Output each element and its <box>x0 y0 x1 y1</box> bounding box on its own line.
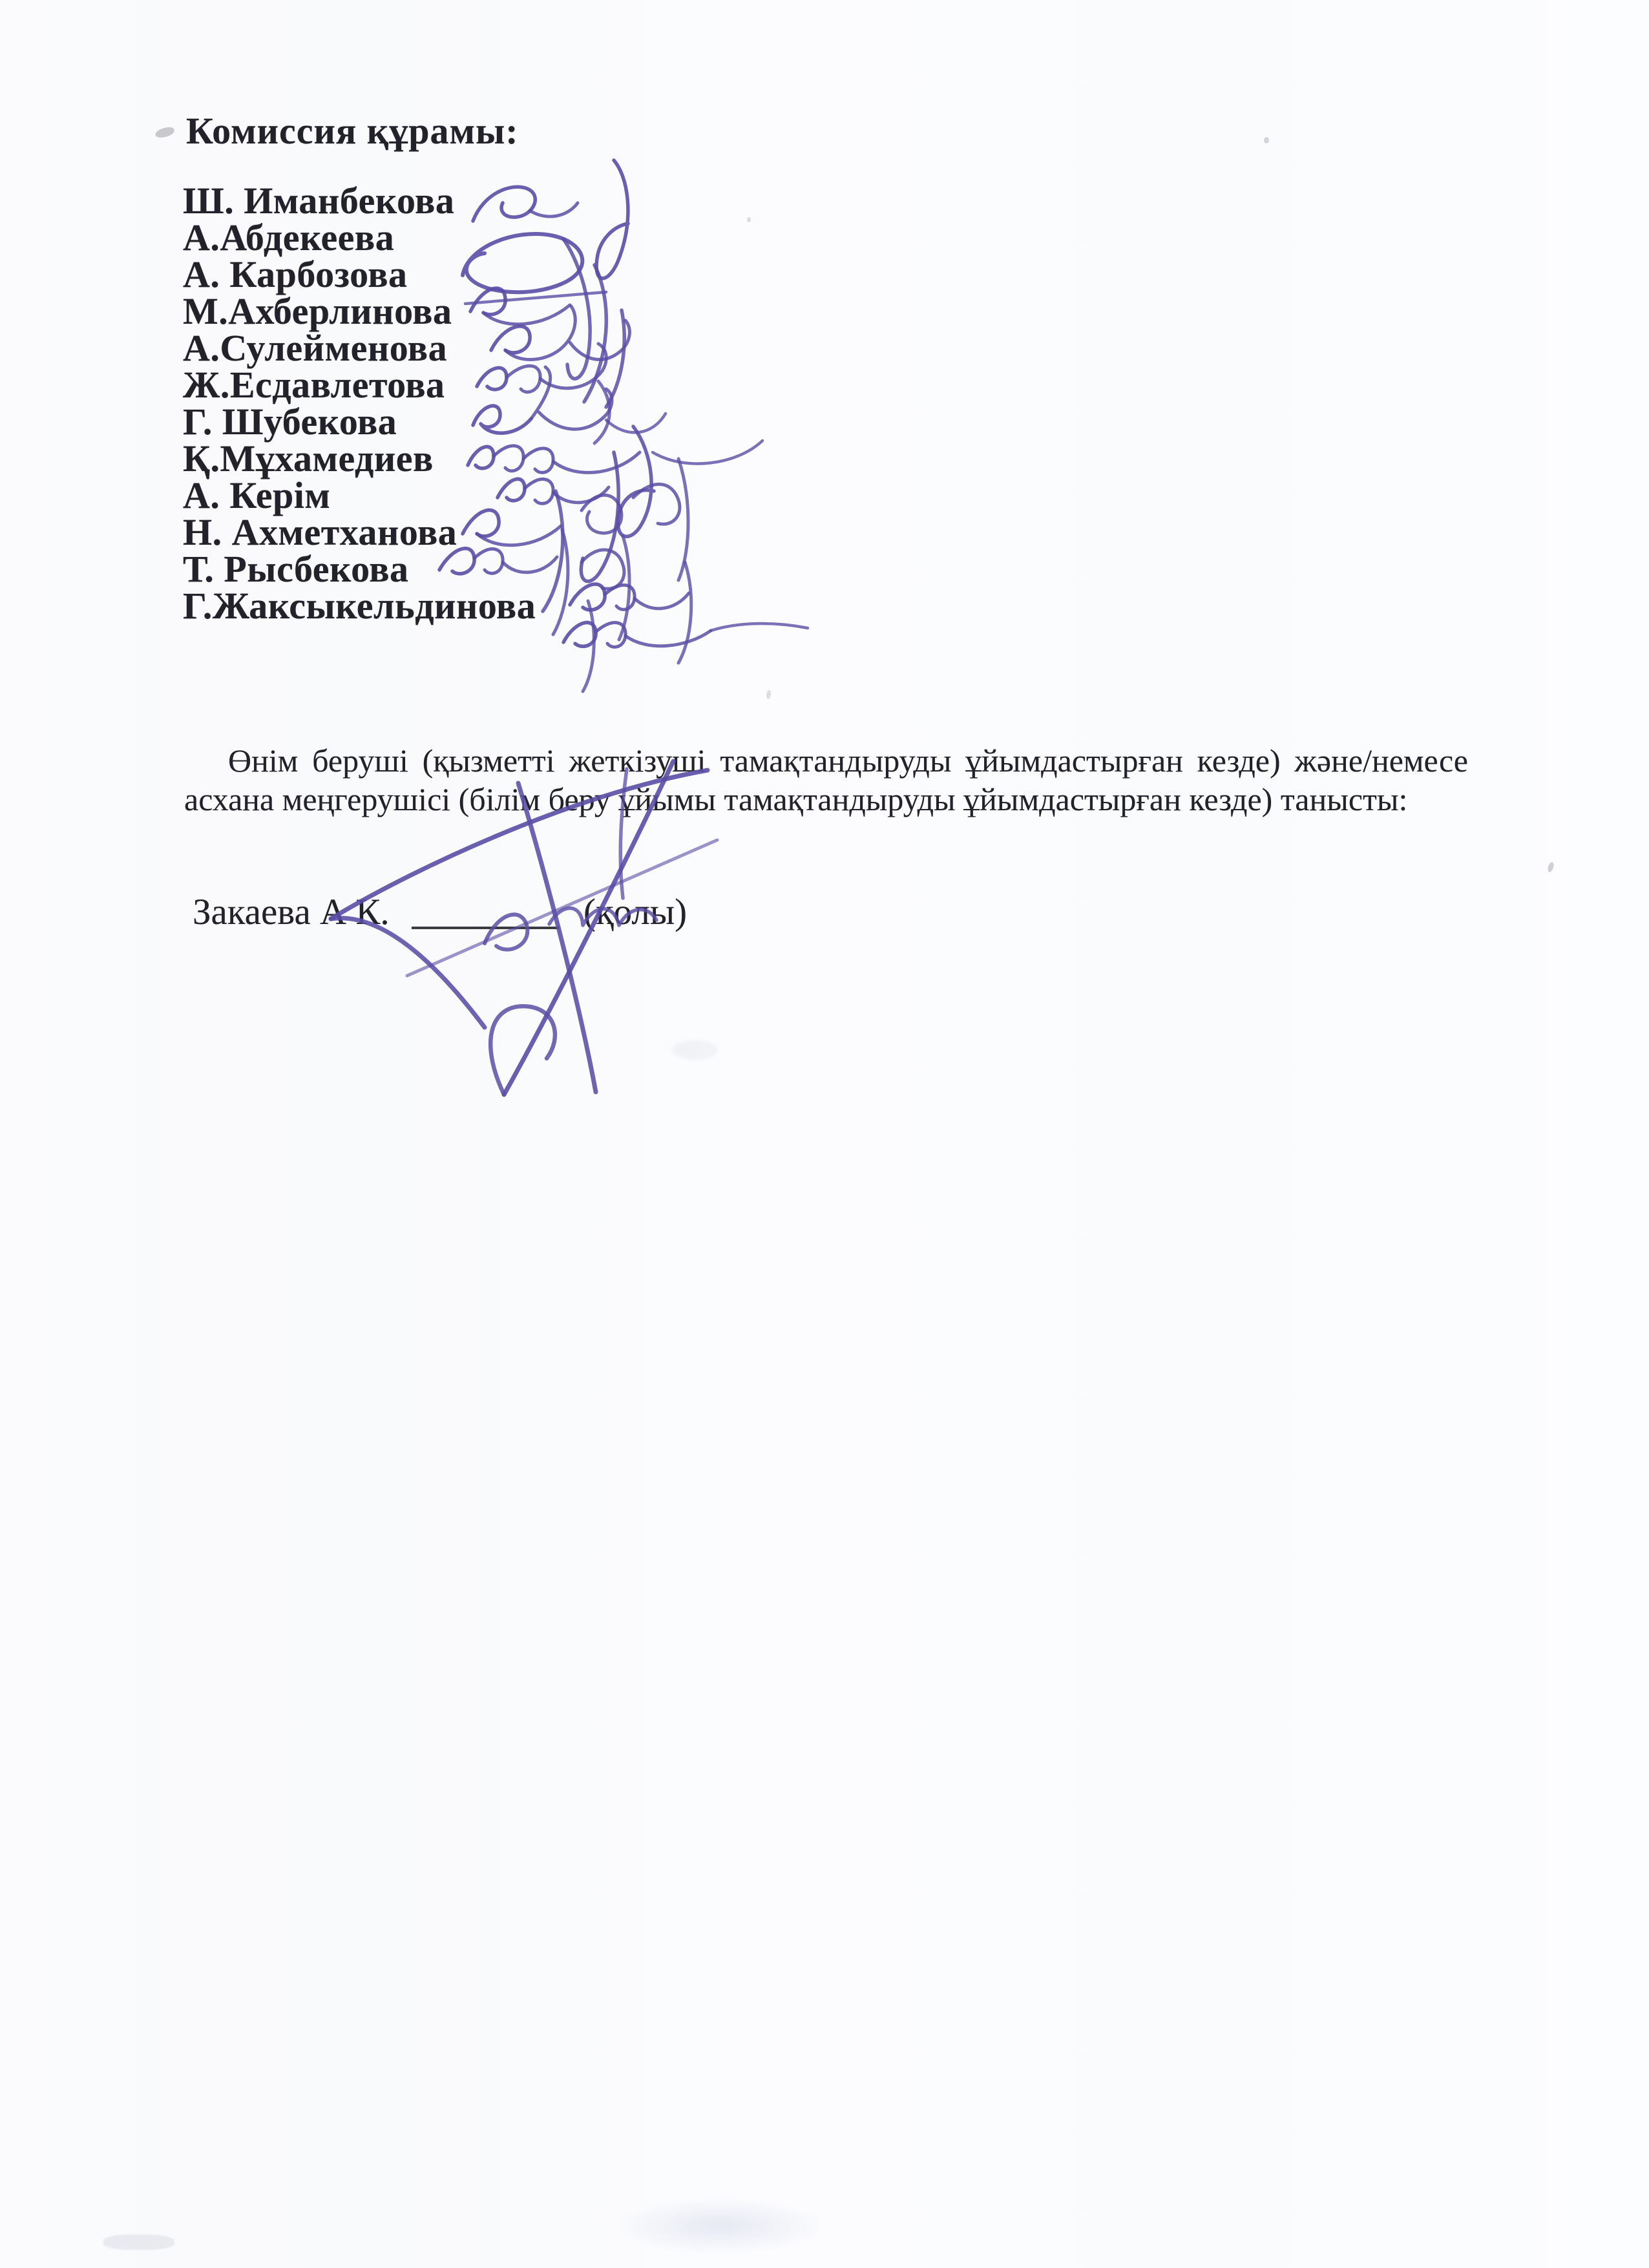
member-name: Қ.Мұхамедиев <box>183 437 434 479</box>
member-name: А. Карбозова <box>183 253 408 295</box>
member-name: Г. Шубекова <box>183 401 397 443</box>
member-name: Ш. Иманбекова <box>183 180 455 222</box>
member-name: Н. Ахметханова <box>183 511 457 553</box>
member-name: А. Керім <box>183 474 331 516</box>
acknowledgement-paragraph-line-1: Өнім беруші (қызметті жеткізуші тамақтандыруды ұйымдастырған кезде) және/немесе <box>228 742 1468 779</box>
scan-artifact <box>614 2197 827 2255</box>
member-name: А.Абдекеева <box>183 216 395 258</box>
scan-artifact <box>154 126 175 139</box>
commission-heading: Комиссия құрамы: <box>186 110 519 152</box>
scan-artifact <box>103 2234 174 2250</box>
acknowledgement-paragraph-line-2: асхана меңгерушісі (білім беру ұйымы тамақтандыруды ұйымдастырған кезде) танысты: <box>184 781 1408 817</box>
member-name: А.Сулейменова <box>183 327 448 369</box>
member-name: Г.Жаксыкельдинова <box>183 585 536 627</box>
signer-signature-ink <box>291 743 756 1105</box>
signer-name: Закаева А К. <box>193 892 390 932</box>
signature-caption: (қолы) <box>583 892 688 932</box>
member-signatures-ink <box>401 149 866 698</box>
member-name: Т. Рысбекова <box>183 548 409 590</box>
scan-artifact <box>1547 861 1555 873</box>
member-name: Ж.Есдавлетова <box>183 364 445 406</box>
scan-artifact <box>1264 137 1269 143</box>
member-name: М.Ахберлинова <box>183 290 452 332</box>
